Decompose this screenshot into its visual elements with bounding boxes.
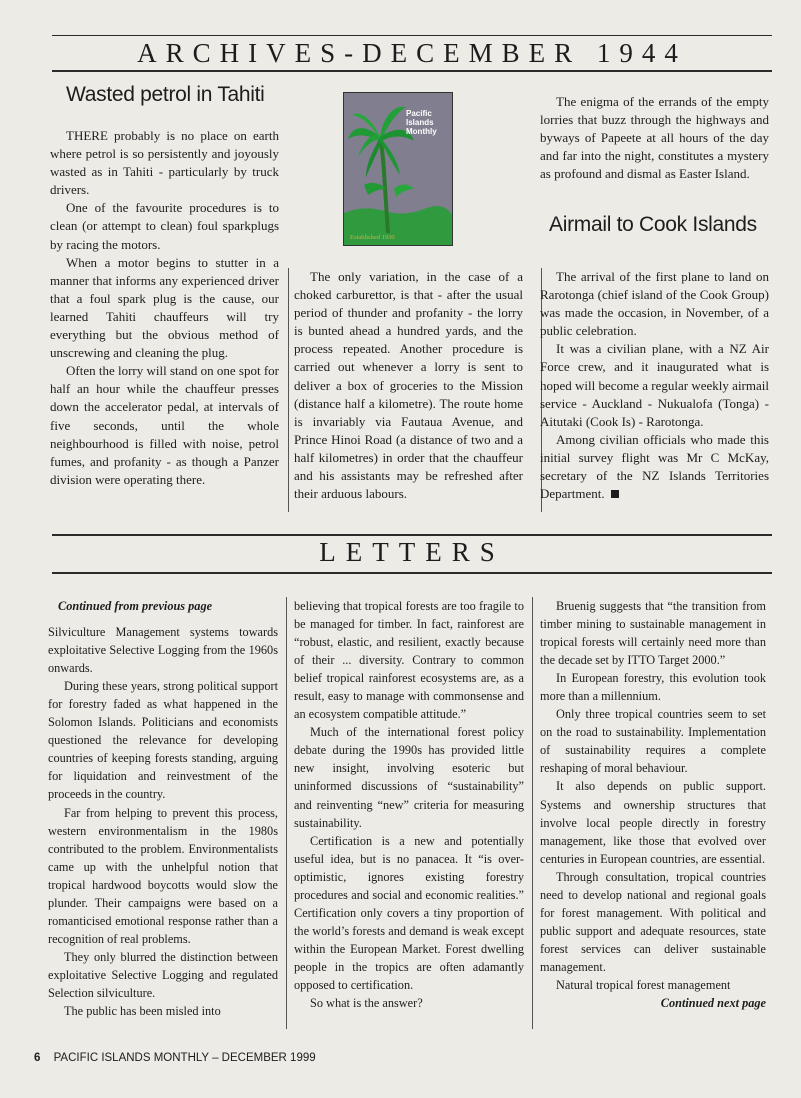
letter-paragraph: Natural tropical forest management [556,977,731,992]
tahiti-column-3 [540,93,769,183]
page-footer [34,1052,316,1064]
tahiti-column-2 [294,268,523,503]
column-divider [532,597,533,1029]
tahiti-paragraph: The enigma of the errands of the empty lorries that buzz through the highways and byways of Papeete at all hours of the day and far into the night, constitutes a mystery as profound and dismal as Easter Island. [540,94,769,182]
footer-publication: PACIFIC ISLANDS MONTHLY – DECEMBER 1999 [53,1052,316,1064]
letter-paragraph: Much of the international forest policy debate during the 1990s has provided little new insight, involving esoteric but uninformed discussions of “sustainability” and reinventing “new” criteria for measuring sustainability. [294,725,524,830]
cover-title-line: Pacific Islands [406,109,434,127]
cook-islands-headline: Airmail to Cook Islands [549,213,757,236]
letter-paragraph: So what is the answer? [310,996,423,1011]
tahiti-paragraph: One of the favourite procedures is to clean (or attempt to clean) foul sparkplugs by racing the motors. [50,200,279,252]
tahiti-paragraph: When a motor begins to stutter in a manner that informs any experienced driver that a foul spark plug is the cause, our learned Tahiti chauffeurs will try everything but the obvious method of unscrewing and cleaning the plug. [50,254,279,361]
top-rule [52,35,772,36]
cook-islands-column [540,268,769,503]
letter-paragraph: Far from helping to prevent this process, western environmentalism in the 1980s contributed to the problem. Environmentalists came up with the unhelpful notion that tropical hardwood boycotts would slow the plunder. Their campaigns were based on a romanticised emotional response rather than a recognition of real problems. [48,805,278,946]
magazine-cover-image [343,92,453,246]
cook-paragraph [540,431,769,503]
cover-title-line: Monthly [406,127,437,136]
letter-paragraph: Certification is a new and potentially useful idea, but is no panacea. It “is over-optimistic, ignores existing forestry procedures and social and economic realities.” Certification only covers a tiny proportion of the world’s forests and demand is weak except within the European Market. Forest dwelling people in the tropics are often adamantly opposed to certification. [294,833,524,992]
banner-bottom-rule [52,70,772,72]
letters-heading: LETTERS [319,537,505,567]
letter-paragraph: Through consultation, tropical countries need to develop national and regional goals for forest management. With political and public support and adequate resources, state forest services can deliver sustainable management. [540,869,766,974]
letter-paragraph: During these years, strong political support for forestry faded as what happened in the Solomon Islands. Politicians and economists questioned the relevance for developing countries of keeping forests standing, arguing for liquidation and reinvestment of the proceeds in the country. [48,679,278,802]
letters-column-1 [48,597,278,1020]
cook-paragraph: The arrival of the first plane to land on Rarotonga (chief island of the Cook Group) was made the occasion, in November, of a public celebration. [540,269,769,339]
continued-from-label: Continued from previous page [58,599,213,613]
letters-bottom-rule [52,572,772,574]
tahiti-paragraph: THERE probably is no place on earth where petrol is so persistently and joyously wasted as in Tahiti - particularly by truck drivers. [50,128,279,198]
letter-paragraph: They only blurred the distinction between exploitative Selective Logging and regulated Selection silviculture. [48,949,278,1000]
letter-paragraph: Silviculture Management systems towards exploitative Selective Logging from the 1960s onwards. [48,625,278,676]
letter-paragraph: It also depends on public support. Systems and ownership structures that involve local people directly in forestry management, like those that evolved over centuries in European countries, are essential. [540,779,766,866]
page-number: 6 [34,1052,41,1064]
cook-paragraph-text: Among civilian officials who made this initial survey flight was Mr C McKay, secretary of the NZ Islands Territories Department. [540,431,769,502]
column-divider [286,597,287,1029]
letter-paragraph: In European forestry, this evolution took more than a millennium. [540,671,766,704]
tahiti-column-1 [50,127,279,489]
letter-paragraph: Bruenig suggests that “the transition from timber mining to sustainable management in tropical forests will certainly need more than the decade set by ITTO Target 2000.” [540,599,766,668]
cook-paragraph: It was a civilian plane, with a NZ Air Force crew, and it inaugurated what is hoped will become a regular weekly airmail service - Auckland - Nukualofa (Tonga) - Aitutaki (Cook Is) - Rarotonga. [540,341,769,429]
continued-next-label: Continued next page [660,996,766,1011]
letters-column-2 [294,597,524,1012]
letter-paragraph: Only three tropical countries seem to set on the road to sustainability. Implementation of sustainability requires a complete reshaping of moral behaviour. [540,707,766,776]
letter-paragraph: The public has been misled into [64,1004,221,1019]
end-of-article-mark [611,490,619,498]
letters-column-3 [540,597,766,1012]
letter-paragraph: believing that tropical forests are too fragile to be managed for timber. In fact, rainforest are “robust, elastic, and resilient, exactly because of their ... diversity. Contrary to common belief tropical rainforest ecosystems are, as a result, easy to manage with commonsense and an ecosystem compatible attitude.” [294,599,524,722]
tahiti-paragraph: Often the lorry will stand on one spot for half an hour while the chauffeur presses down the accelerator pedal, at intervals of five seconds, until the whole neighbourhood is filled with noise, petrol fumes, and profanity - as though a Panzer division were operating there. [50,363,280,487]
tahiti-paragraph: The only variation, in the case of a choked carburettor, is that - after the usual period of thunder and profanity - the lorry is bunted ahead a hundred yards, and the process repeated. Another procedure is carried out whenever a lorry is sent to deliver a box of groceries to the Mission (distance half a kilometre). The route home is invariably via Fautaua Avenue, and Prince Hinoi Road (a distance of two and a half kilometres) in order that the chauffeur and his assistants may be refreshed after their arduous labours. [294,269,523,502]
archives-banner: ARCHIVES-DECEMBER 1944 [137,38,687,68]
column-divider [288,268,289,512]
tahiti-headline: Wasted petrol in Tahiti [66,83,265,106]
cover-title [406,109,450,136]
cover-established-label: Established 1930 [350,234,395,241]
